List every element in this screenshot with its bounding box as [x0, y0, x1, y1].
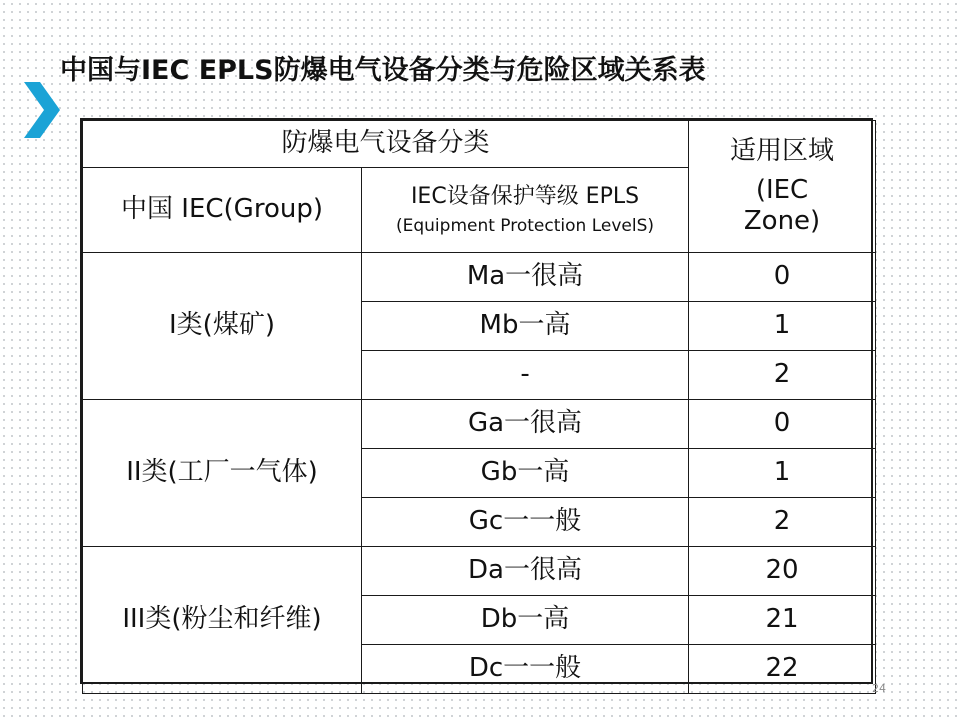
epl-cell: Dc一一般 — [362, 645, 689, 694]
header-epl-label: IEC设备保护等级 EPLS — [410, 183, 640, 209]
epl-cell: - — [362, 351, 689, 400]
zone-cell: 21 — [689, 596, 876, 645]
group-cell: II类(工厂一气体) — [83, 400, 362, 547]
group-cell: III类(粉尘和纤维) — [83, 547, 362, 694]
table-row — [83, 253, 876, 302]
epl-cell: Ga一很高 — [362, 400, 689, 449]
zone-cell: 1 — [689, 302, 876, 351]
header-zone-line1: 适用区域 — [730, 135, 835, 166]
header-epl — [362, 168, 689, 253]
epl-cell: Ma一很高 — [362, 253, 689, 302]
header-zone — [689, 121, 876, 253]
zone-cell: 2 — [689, 351, 876, 400]
classification-table — [80, 118, 873, 684]
header-zone-line3: Zone) — [743, 206, 821, 237]
epl-cell: Da一很高 — [362, 547, 689, 596]
table-row — [83, 400, 876, 449]
header-zone-line2: (IEC — [755, 174, 809, 205]
page-number: 24 — [872, 682, 886, 695]
zone-cell: 20 — [689, 547, 876, 596]
zone-cell: 1 — [689, 449, 876, 498]
group-cell: I类(煤矿) — [83, 253, 362, 400]
zone-cell: 2 — [689, 498, 876, 547]
zone-cell: 0 — [689, 253, 876, 302]
header-group: 中国 IEC(Group) — [83, 168, 362, 253]
zone-cell: 22 — [689, 645, 876, 694]
header-classification: 防爆电气设备分类 — [83, 121, 689, 168]
classification-table-grid — [82, 120, 876, 694]
slide-title: 中国与IEC EPLS防爆电气设备分类与危险区域关系表 — [60, 55, 706, 86]
epl-cell: Gc一一般 — [362, 498, 689, 547]
zone-cell: 0 — [689, 400, 876, 449]
header-epl-label-en: (Equipment Protection LevelS) — [395, 216, 655, 236]
table-row — [83, 547, 876, 596]
epl-cell: Mb一高 — [362, 302, 689, 351]
epl-cell: Gb一高 — [362, 449, 689, 498]
chevron-right-icon — [22, 80, 62, 140]
epl-cell: Db一高 — [362, 596, 689, 645]
